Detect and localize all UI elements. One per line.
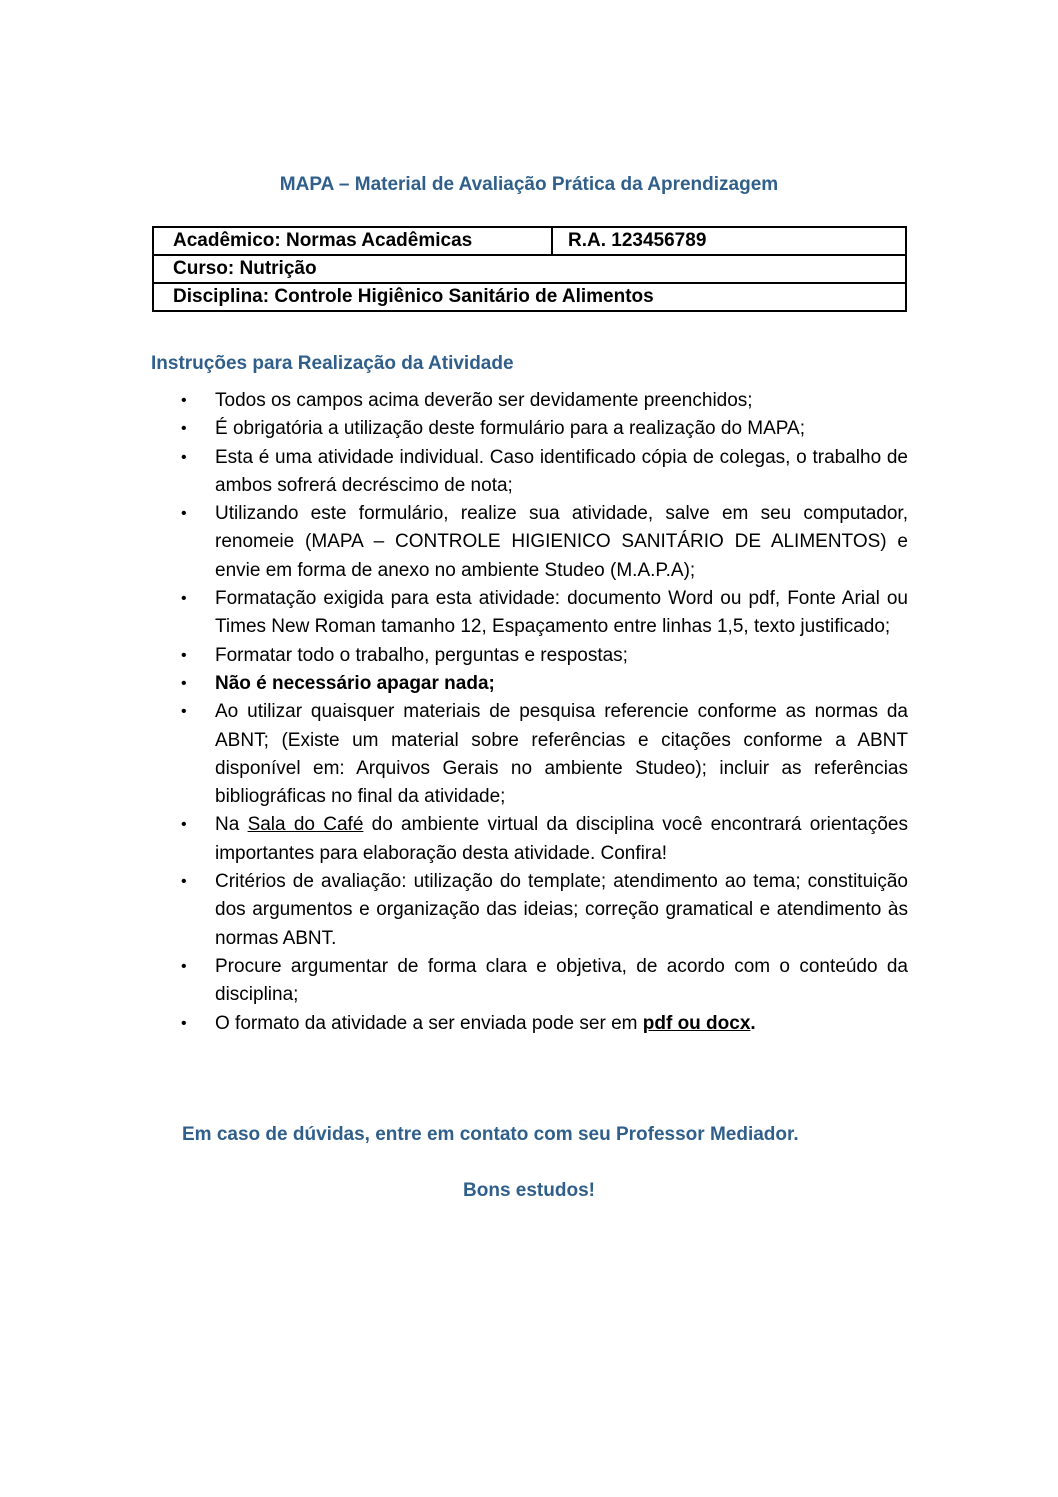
bullet-icon: • xyxy=(181,646,187,664)
instruction-text-prefix: O formato da atividade a ser enviada pode ser em xyxy=(215,1012,643,1034)
list-item xyxy=(181,387,908,415)
instruction-text-suffix: do ambiente virtual da disciplina você encontrará orientações importantes para elaboração desta atividade. Confira! xyxy=(215,814,908,864)
instructions-list xyxy=(181,387,908,1038)
contact-note: Em caso de dúvidas, entre em contato com seu Professor Mediador. xyxy=(182,1124,799,1145)
instruction-text: Critérios de avaliação: utilização do template; atendimento ao tema; constituição dos argumentos e organização das ideias; correção gramatical e atendimento às normas ABNT. xyxy=(215,871,908,949)
list-item xyxy=(181,670,908,698)
ra-cell: R.A. 123456789 xyxy=(552,227,906,255)
instruction-text: Utilizando este formulário, realize sua atividade, salve em seu computador, renomeie (MAPA – CONTROLE HIGIENICO SANITÁRIO DE ALIMENTOS) e envie em forma de anexo no ambiente Studeo (M.A.P.A); xyxy=(215,503,908,581)
list-item xyxy=(181,444,908,501)
list-item xyxy=(181,1010,908,1038)
bullet-icon: • xyxy=(181,816,187,834)
instruction-text-prefix: Na xyxy=(215,814,248,836)
list-item xyxy=(181,698,908,811)
instruction-text: É obrigatória a utilização deste formulário para a realização do MAPA; xyxy=(215,418,806,440)
instruction-text: Formatação exigida para esta atividade: documento Word ou pdf, Fonte Arial ou Times New Roman tamanho 12, Espaçamento entre linhas 1,5, texto justificado; xyxy=(215,588,908,638)
instruction-text-suffix: . xyxy=(750,1012,756,1034)
instruction-text: Todos os campos acima deverão ser devidamente preenchidos; xyxy=(215,390,753,411)
bullet-icon: • xyxy=(181,505,187,523)
list-item xyxy=(181,953,908,1010)
list-item xyxy=(181,811,908,868)
instructions-heading: Instruções para Realização da Atividade xyxy=(151,353,514,374)
table-row xyxy=(153,283,906,311)
bullet-icon: • xyxy=(181,674,187,692)
bullet-icon: • xyxy=(181,873,187,891)
instruction-text: Formatar todo o trabalho, perguntas e respostas; xyxy=(215,644,628,666)
bullet-icon: • xyxy=(181,957,187,975)
document-title: MAPA – Material de Avaliação Prática da Aprendizagem xyxy=(279,174,779,195)
course-cell: Curso: Nutrição xyxy=(153,255,906,283)
list-item xyxy=(181,415,908,443)
table-row xyxy=(153,255,906,283)
instruction-text-bold: Não é necessário apagar nada; xyxy=(215,672,495,694)
instruction-text: Procure argumentar de forma clara e objetiva, de acordo com o conteúdo da disciplina; xyxy=(215,955,908,1006)
table-row xyxy=(153,227,906,255)
instruction-text: Esta é uma atividade individual. Caso identificado cópia de colegas, o trabalho de ambos sofrerá decréscimo de nota; xyxy=(215,446,908,496)
bullet-icon: • xyxy=(181,703,187,721)
list-item xyxy=(181,868,908,953)
bullet-icon: • xyxy=(181,420,187,438)
instruction-text: Ao utilizar quaisquer materiais de pesquisa referencie conforme as normas da ABNT; (Existe um material sobre referências e citações conforme a ABNT disponível em: Arquivos Gerais no ambiente Studeo); incluir as referências bibliográficas no final da atividade; xyxy=(215,701,908,808)
student-info-table xyxy=(152,226,907,312)
academic-name-cell: Acadêmico: Normas Acadêmicas xyxy=(153,227,552,255)
list-item xyxy=(181,500,908,585)
bullet-icon: • xyxy=(181,590,187,608)
bullet-icon: • xyxy=(181,1014,187,1032)
sala-do-cafe-link[interactable]: Sala do Café xyxy=(247,814,364,836)
closing-note: Bons estudos! xyxy=(463,1180,595,1201)
discipline-cell: Disciplina: Controle Higiênico Sanitário de Alimentos xyxy=(153,283,906,311)
bullet-icon: • xyxy=(181,448,187,466)
bullet-icon: • xyxy=(181,392,187,409)
list-item xyxy=(181,585,908,642)
list-item xyxy=(181,642,908,670)
format-emphasis: pdf ou docx xyxy=(642,1012,751,1034)
